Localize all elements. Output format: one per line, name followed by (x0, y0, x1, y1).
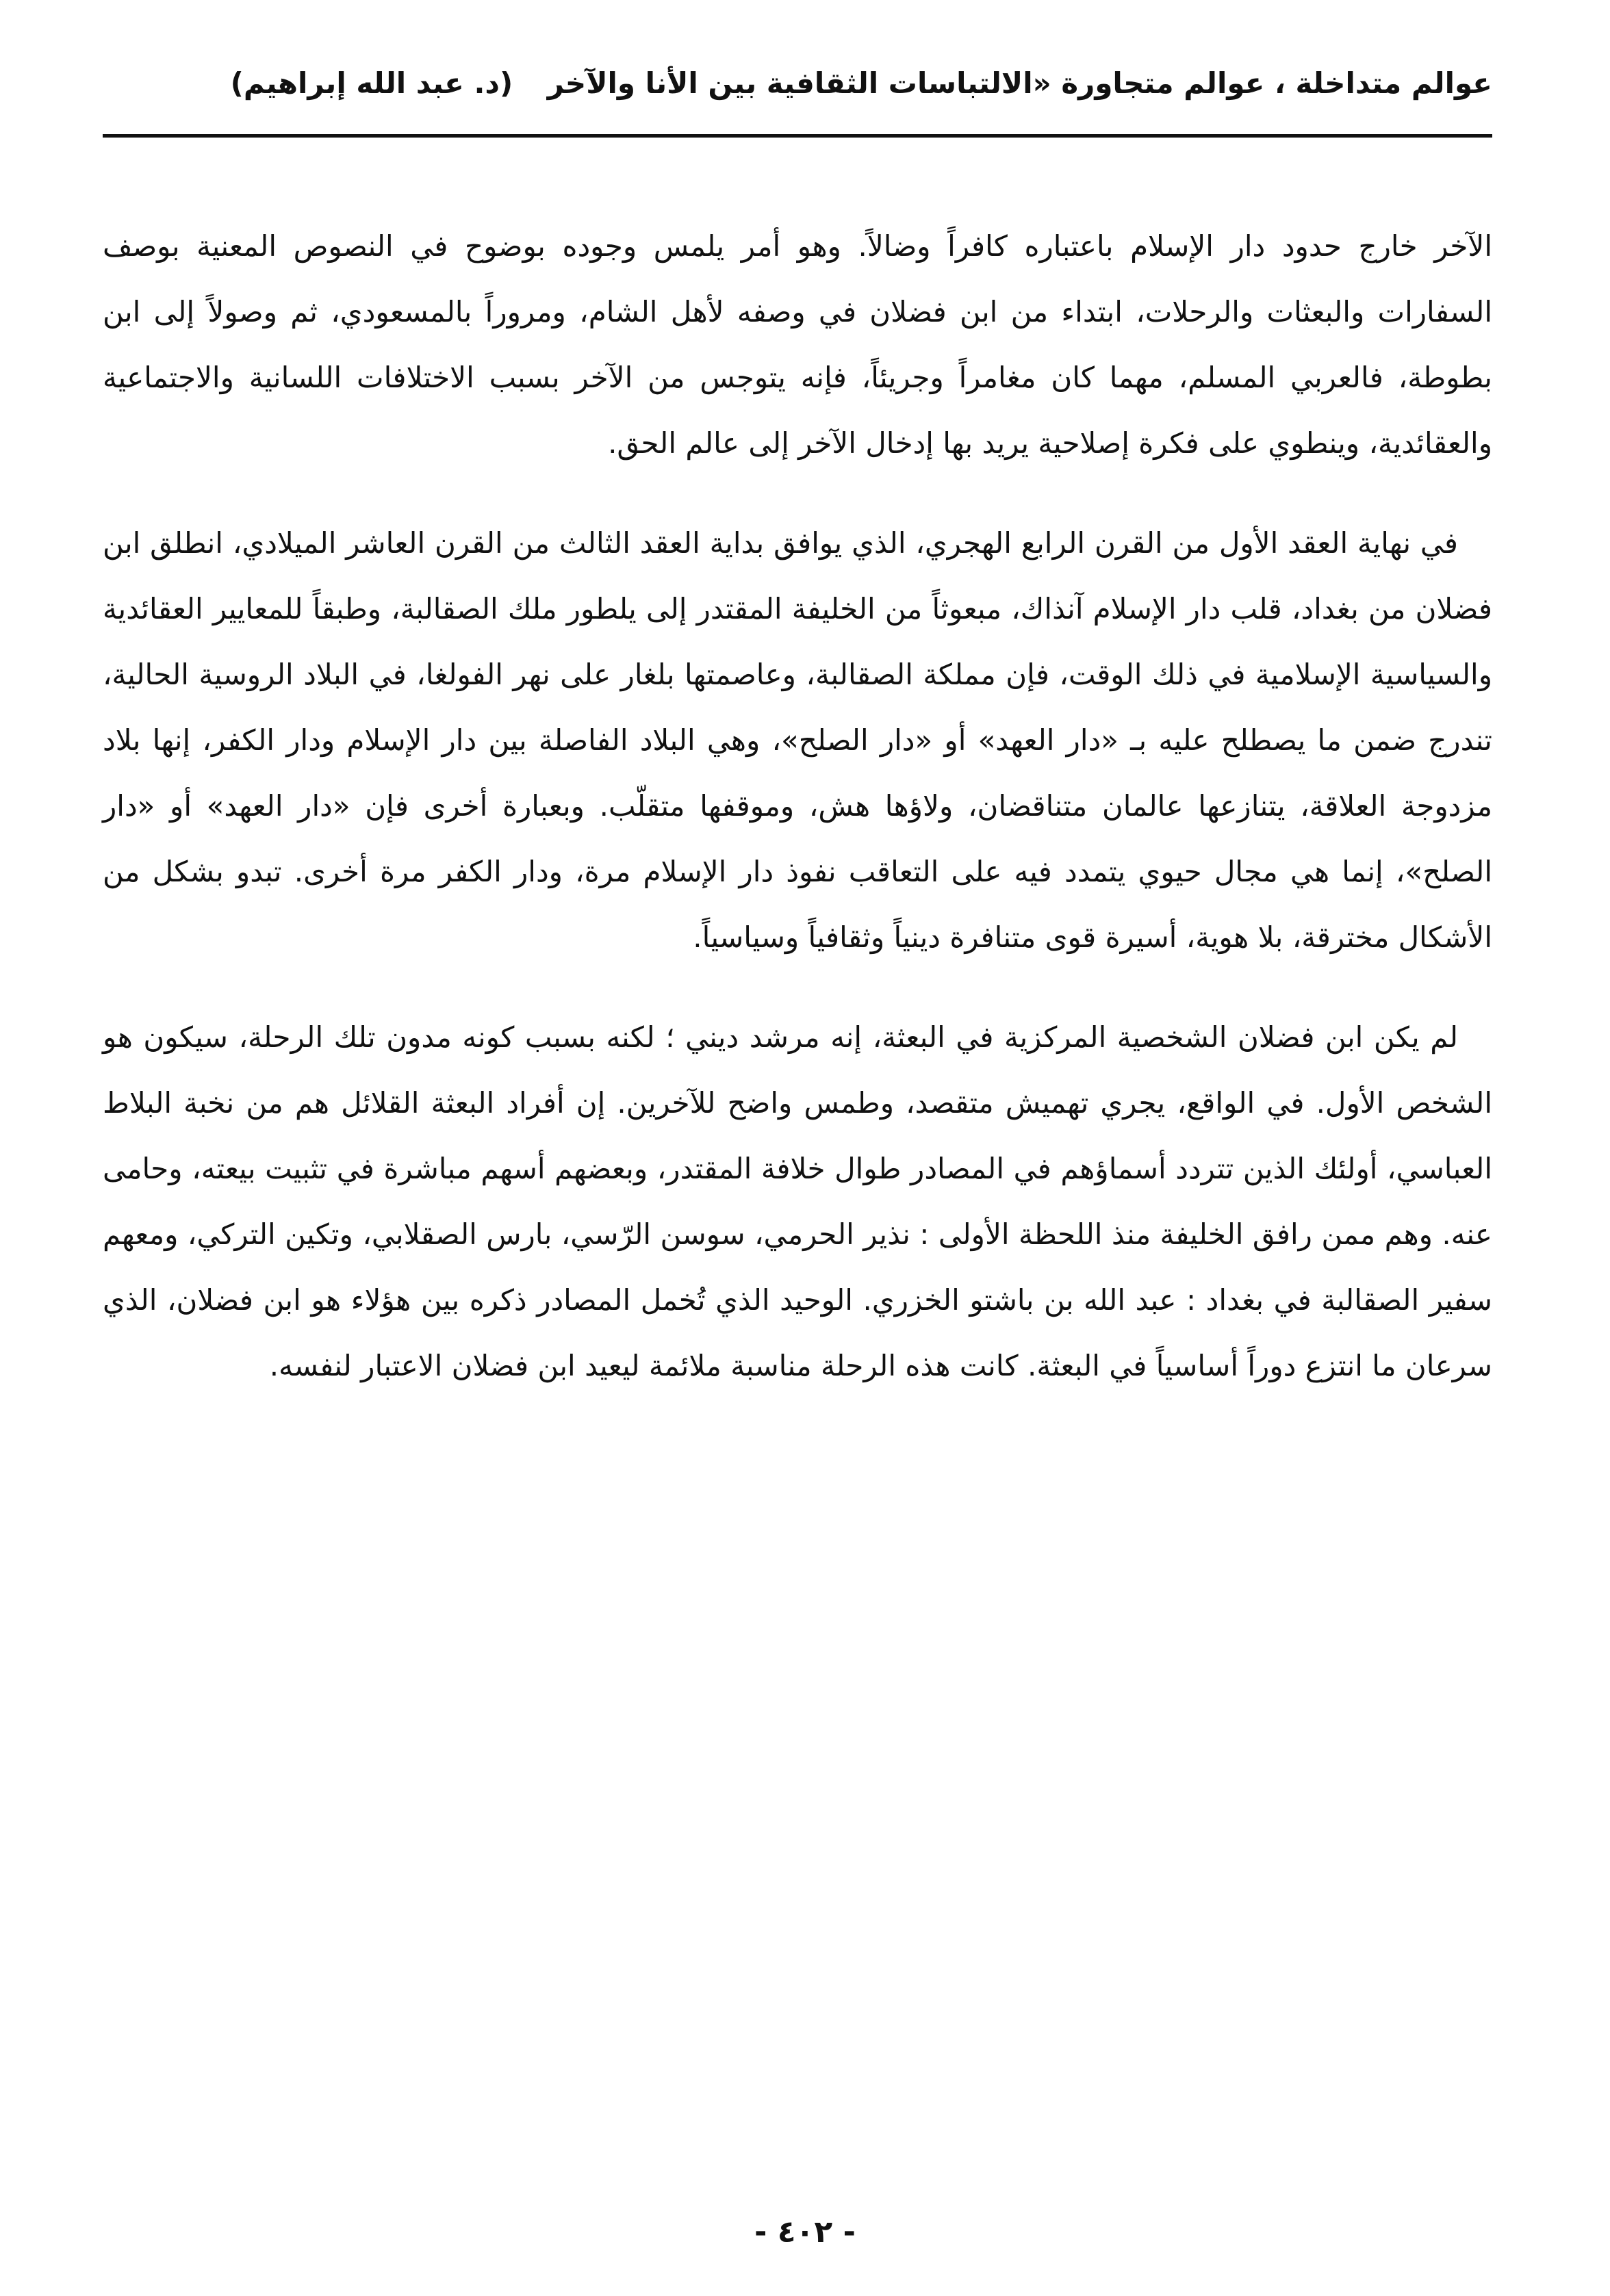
paragraph: الآخر خارج حدود دار الإسلام باعتباره كافراً وضالاً. وهو أمر يلمس وجوده بوضوح في النصوص المعنية بوصف السفارات والبعثات والرحلات، ابتداء من ابن فضلان في وصفه لأهل الشام، ومروراً بالمسعودي، ثم وصولاً إلى ابن بطوطة، فالعربي المسلم، مهما كان مغامراً وجريئاً، فإنه يتوجس من الآخر بسبب الاختلافات اللسانية والاجتماعية والعقائدية، وينطوي على فكرة إصلاحية يريد بها إدخال الآخر إلى عالم الحق. (103, 229, 1492, 460)
book-title: عوالم متداخلة ، عوالم متجاورة «الالتباسات الثقافية بين الأنا والآخر (547, 66, 1492, 100)
paragraph: في نهاية العقد الأول من القرن الرابع الهجري، الذي يوافق بداية العقد الثالث من القرن العاشر الميلادي، انطلق ابن فضلان من بغداد، قلب دار الإسلام آنذاك، مبعوثاً من الخليفة المقتدر إلى يلطور ملك الصقالبة، وطبقاً للمعايير العقائدية والسياسية الإسلامية في ذلك الوقت، فإن مملكة الصقالبة، وعاصمتها بلغار على نهر الفولغا، في البلاد الروسية الحالية، تندرج ضمن ما يصطلح عليه بـ «دار العهد» أو «دار الصلح»، وهي البلاد الفاصلة بين دار الإسلام ودار الكفر، إنها بلاد مزدوجة العلاقة، يتنازعها عالمان متناقضان، ولاؤها هش، وموقفها متقلّب. وبعبارة أخرى فإن «دار العهد» أو «دار الصلح»، إنما هي مجال حيوي يتمدد فيه على التعاقب نفوذ دار الإسلام مرة، ودار الكفر مرة أخرى. تبدو بشكل من الأشكال مخترقة، بلا هوية، أسيرة قوى متنافرة دينياً وثقافياً وسياسياً. (103, 526, 1492, 954)
page-number: - ٤٠٢ - (754, 2215, 856, 2249)
paragraph: لم يكن ابن فضلان الشخصية المركزية في البعثة، إنه مرشد ديني ؛ لكنه بسبب كونه مدون تلك الرحلة، سيكون هو الشخص الأول. في الواقع، يجري تهميش متقصد، وطمس واضح للآخرين. إن أفراد البعثة القلائل هم من نخبة البلاط العباسي، أولئك الذين تتردد أسماؤهم في المصادر طوال خلافة المقتدر، وبعضهم أسهم مباشرة في تثبيت بيعته، وحامى عنه. وهم ممن رافق الخليفة منذ اللحظة الأولى : نذير الحرمي، سوسن الرّسي، بارس الصقلابي، وتكين التركي، ومعهم سفير الصقالبة في بغداد : عبد الله بن باشتو الخزري. الوحيد الذي تُخمل المصادر ذكره بين هؤلاء هو ابن فضلان، الذي سرعان ما انتزع دوراً أساسياً في البعثة. كانت هذه الرحلة مناسبة ملائمة ليعيد ابن فضلان الاعتبار لنفسه. (103, 1020, 1492, 1382)
body-text (103, 214, 1492, 1433)
running-header (103, 63, 1492, 104)
author-name: (د. عبد الله إبراهيم) (230, 66, 513, 100)
header-divider (103, 134, 1492, 138)
